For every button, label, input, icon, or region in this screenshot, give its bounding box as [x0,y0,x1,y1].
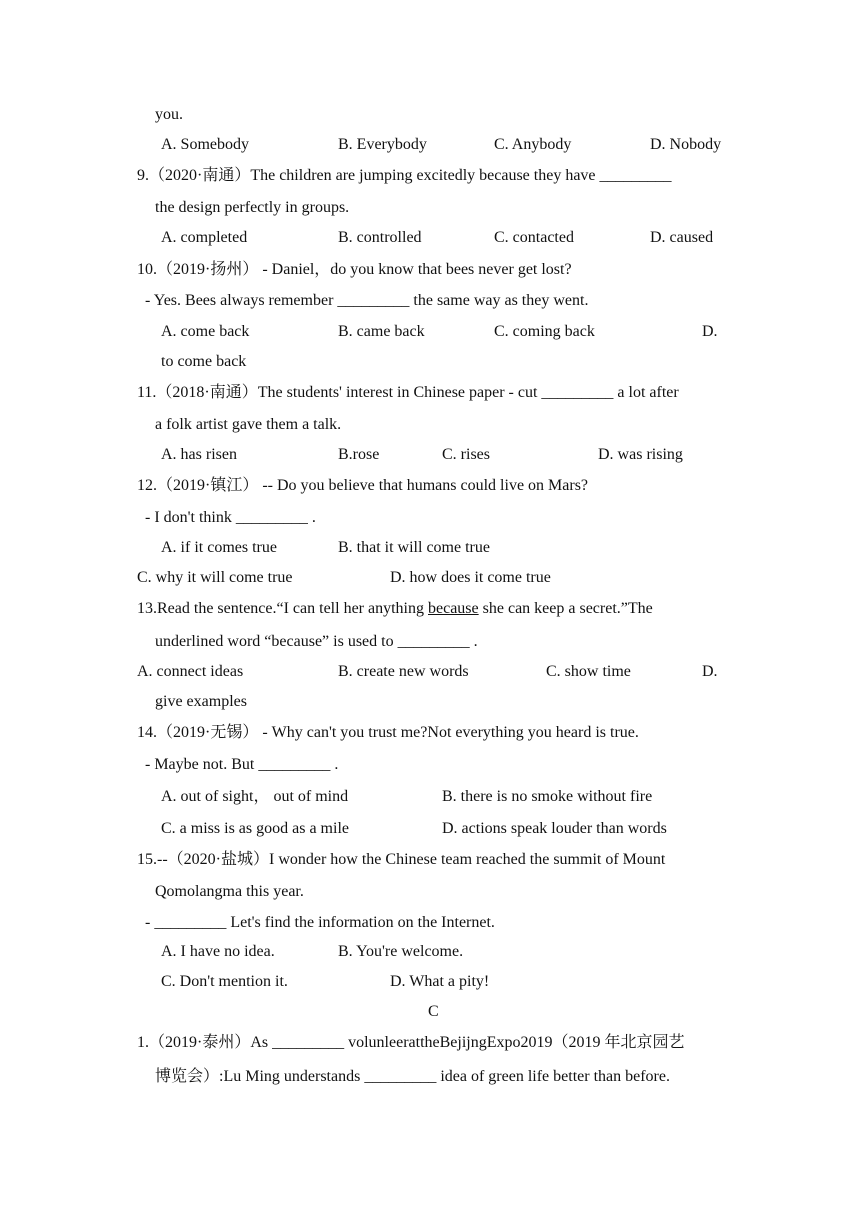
option-a: A. I have no idea. [161,943,275,960]
option-d-label: D. [702,323,718,340]
option-b: B. Everybody [338,136,427,153]
option-b: B. came back [338,323,425,340]
option-d: D. caused [650,229,714,246]
question-12-stem: 12.（2019·镇江） -- Do you believe that humans could live on Mars? [137,477,589,494]
option-c: C. a miss is as good as a mile [161,820,349,837]
option-c: C. Anybody [494,136,572,153]
option-a: A. Somebody [161,136,249,153]
section-heading: C [428,1003,439,1020]
question-15-response: - _________ Let's find the information on the Internet. [145,914,495,931]
option-c: C. rises [442,446,490,463]
question-13-stem [137,599,653,619]
question-9-stem-cont: the design perfectly in groups. [155,199,350,216]
option-b: B. create new words [338,663,469,680]
option-d: D. Nobody [650,136,722,153]
question-continuation: you. [155,106,183,123]
question-11-stem: 11.（2018·南通）The students' interest in Chinese paper - cut _________ a lot after [137,384,679,401]
option-a: A. if it comes true [161,539,277,556]
option-d: D. was rising [598,446,683,463]
option-a: A. out of sight， out of mind [161,788,349,805]
option-b: B. there is no smoke without fire [442,788,653,805]
section-c-question-1-stem: 1.（2019·泰州）As _________ volunleerattheBejijngExpo2019（2019 年北京园艺 [137,1034,685,1051]
option-b: B. that it will come true [338,539,490,556]
question-13-stem-cont: underlined word “because” is used to _________ . [155,633,478,650]
question-11-stem-cont: a folk artist gave them a talk. [155,416,342,433]
option-d: D. how does it come true [390,569,551,586]
option-b: B. You're welcome. [338,943,464,960]
question-12-response: - I don't think _________ . [145,509,316,526]
option-d-label: D. [702,663,718,680]
option-d: D. What a pity! [390,973,490,990]
option-a: A. completed [161,229,248,246]
question-15-stem: 15.--（2020·盐城）I wonder how the Chinese team reached the summit of Mount [137,851,666,868]
option-d-text: give examples [155,693,247,710]
option-b: B. controlled [338,229,422,246]
underlined-word: because [428,600,479,617]
question-13-stem-start: 13.Read the sentence.“I can tell her anything [137,600,428,617]
question-10-stem: 10.（2019·扬州） - Daniel，do you know that bees never get lost? [137,261,572,278]
question-14-stem: 14.（2019·无锡） - Why can't you trust me?Not everything you heard is true. [137,724,639,741]
option-d-text: to come back [161,353,247,370]
option-c: C. contacted [494,229,574,246]
option-d: D. actions speak louder than words [442,820,667,837]
option-c: C. Don't mention it. [161,973,288,990]
question-15-stem-cont: Qomolangma this year. [155,883,304,900]
question-14-response: - Maybe not. But _________ . [145,756,339,773]
question-13-stem-end: she can keep a secret.”The [478,600,653,617]
question-10-response: - Yes. Bees always remember _________ the same way as they went. [145,292,589,309]
question-9-stem: 9.（2020·南通）The children are jumping excitedly because they have _________ [137,167,672,184]
option-c: C. show time [546,663,631,680]
section-c-question-1-stem-cont: 博览会）:Lu Ming understands _________ idea of green life better than before. [155,1068,670,1085]
option-b: B.rose [338,446,380,463]
option-a: A. come back [161,323,250,340]
option-a: A. connect ideas [137,663,244,680]
option-a: A. has risen [161,446,237,463]
option-c: C. coming back [494,323,595,340]
option-c: C. why it will come true [137,569,293,586]
